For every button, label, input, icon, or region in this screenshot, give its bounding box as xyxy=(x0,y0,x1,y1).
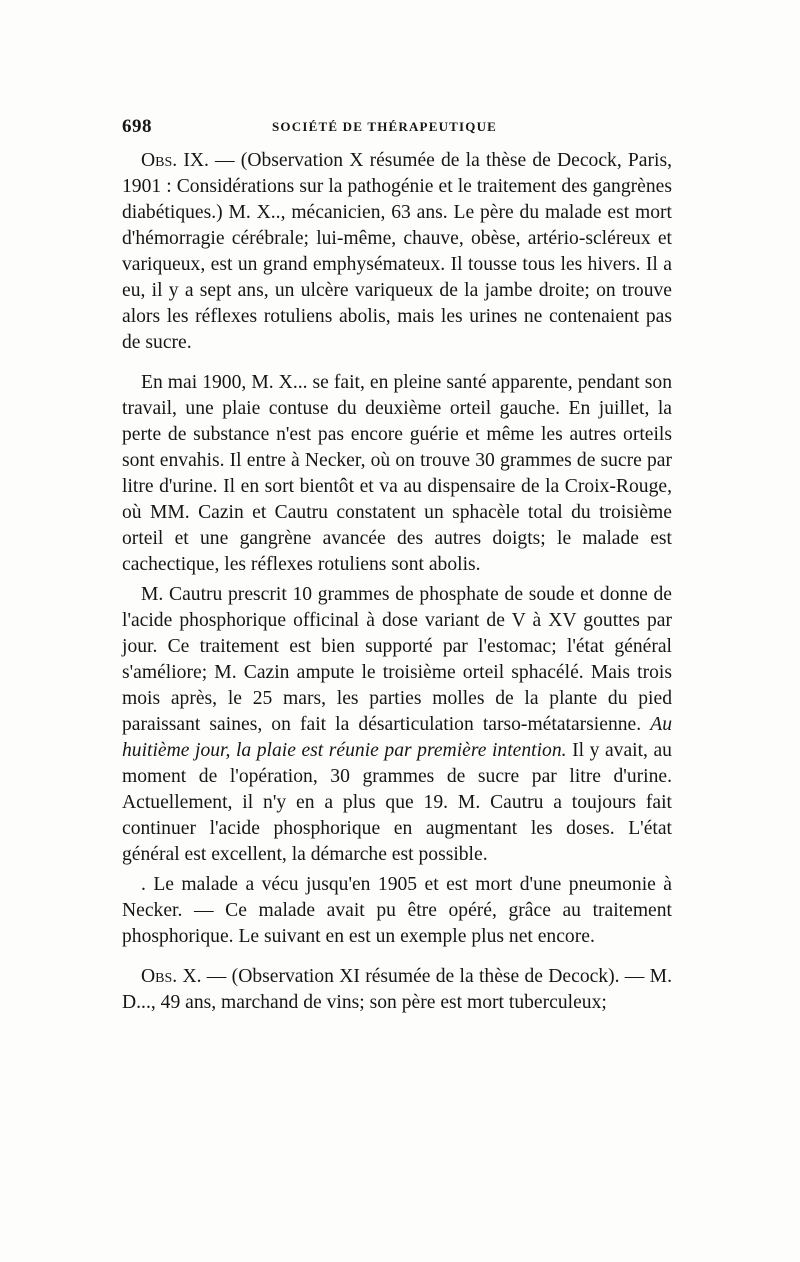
paragraph-treatment xyxy=(122,582,672,868)
observation-label: Obs. X. xyxy=(141,966,202,987)
paragraph-obs-x xyxy=(122,964,672,1016)
paragraph-text: . Le malade a vécu jusqu'en 1905 et est mort d'une pneumonie à Necker. — Ce malade avait pu être opéré, grâce au traitement phosphorique. Le suivant en est un exemple plus net encore. xyxy=(122,874,672,947)
paragraph-obs-ix xyxy=(122,148,672,356)
paragraph-history xyxy=(122,370,672,578)
italic-emphasis: Au huitième jour, la plaie est réunie par première intention. xyxy=(122,714,672,761)
paragraph-text: — (Observation XI résumée de la thèse de Decock). — M. D..., 49 ans, marchand de vins; son père est mort tuberculeux; xyxy=(122,966,673,1013)
paragraph-outcome xyxy=(122,872,672,950)
paragraph-text: M. Cautru prescrit 10 grammes de phosphate de soude et donne de l'acide phosphorique officinal à dose variant de V à XV gouttes par jour. Ce traitement est bien supporté par l'estomac; l'état général s'améliore; M. Cazin ampute le troisième orteil sphacélé. Mais trois mois après, le 25 mars, les parties molles de la plante du pied paraissant saines, on fait la désarticulation tarso-métatarsienne. xyxy=(122,584,672,735)
paragraph-text: Il y avait, au moment de l'opération, 30 grammes de sucre par litre d'urine. Actuellement, il n'y en a plus que 19. M. Cautru a toujours fait continuer l'acide phosphorique en augmentant les doses. L'état général est excellent, la démarche est possible. xyxy=(122,740,672,865)
body-text xyxy=(122,148,672,1016)
running-title: SOCIÉTÉ DE THÉRAPEUTIQUE xyxy=(272,119,498,134)
page-header xyxy=(122,116,674,142)
page-number: 698 xyxy=(122,116,152,137)
paragraph-text: — (Observation X résumée de la thèse de Decock, Paris, 1901 : Considérations sur la pathogénie et le traitement des gangrènes diabétiques.) M. X.., mécanicien, 63 ans. Le père du malade est mort d'hémorragie cérébrale; lui-même, chauve, obèse, artério-scléreux et variqueux, est un grand emphysémateux. Il tousse tous les hivers. Il a eu, il y a sept ans, un ulcère variqueux de la jambe droite; on trouve alors les réflexes rotuliens abolis, mais les urines ne contenaient pas de sucre. xyxy=(122,150,672,353)
paragraph-text: En mai 1900, M. X... se fait, en pleine santé apparente, pendant son travail, une plaie contuse du deuxième orteil gauche. En juillet, la perte de substance n'est pas encore guérie et même les autres orteils sont envahis. Il entre à Necker, où on trouve 30 grammes de sucre par litre d'urine. Il en sort bientôt et va au dispensaire de la Croix-Rouge, où MM. Cazin et Cautru constatent un sphacèle total du troisième orteil et une gangrène avancée des autres doigts; le malade est cachectique, les réflexes rotuliens sont abolis. xyxy=(122,372,672,575)
observation-label: Obs. IX. xyxy=(141,150,209,171)
